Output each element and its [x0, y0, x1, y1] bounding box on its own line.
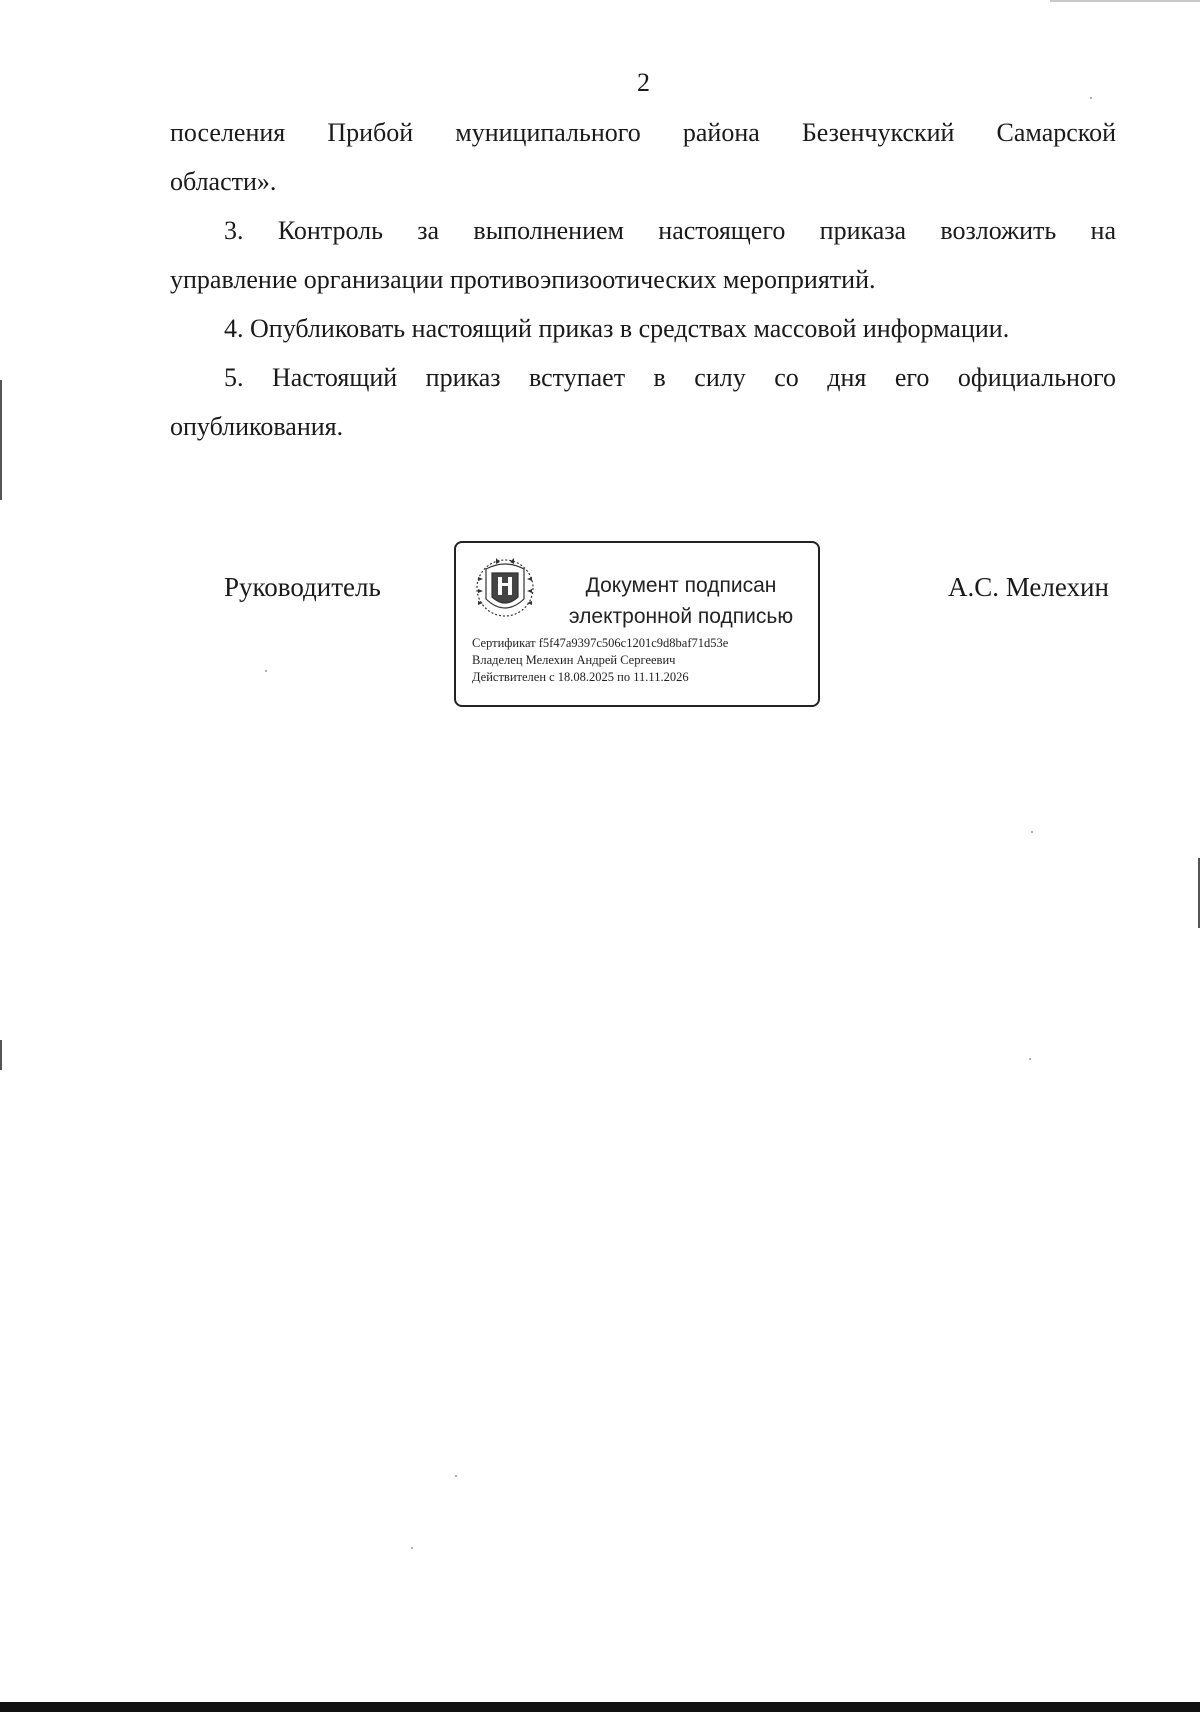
scan-speck	[1031, 831, 1033, 833]
scan-speck	[455, 1475, 457, 1477]
scan-speck	[1029, 1058, 1031, 1060]
paragraph-line: поселения Прибой муниципального района Безенчукский Самарской	[170, 118, 1116, 147]
page-number: 2	[637, 68, 650, 97]
signer-role: Руководитель	[224, 572, 381, 602]
paragraph-line: 5. Настоящий приказ вступает в силу со дня его официального	[224, 363, 1116, 392]
signer-name: А.С. Мелехин	[948, 572, 1109, 602]
owner-text: Владелец Мелехин Андрей Сергеевич	[472, 653, 676, 667]
stamp-title-line: Документ подписан	[585, 574, 777, 597]
certificate-text: Сертификат f5f47a9397c506c1201c9d8baf71d53e	[472, 636, 729, 650]
paragraph-line: области».	[170, 167, 277, 196]
paragraph-item-4	[170, 304, 1116, 353]
paragraph-item-3	[170, 206, 1116, 304]
scan-edge-mark	[0, 1040, 2, 1070]
paragraph-continuation	[170, 108, 1116, 206]
paragraph-line: управление организации противоэпизоотических мероприятий.	[170, 265, 876, 294]
paragraph-item-5	[170, 353, 1116, 451]
scan-edge-mark	[0, 380, 2, 500]
paragraph-line: 3. Контроль за выполнением настоящего приказа возложить на	[224, 216, 1116, 245]
validity-text: Действителен с 18.08.2025 по 11.11.2026	[472, 670, 689, 684]
scan-speck	[411, 1547, 413, 1549]
stamp-title-line: электронной подписью	[568, 605, 794, 628]
stamp-details	[472, 635, 812, 686]
paragraph-line: 4. Опубликовать настоящий приказ в средствах массовой информации.	[224, 314, 1010, 343]
stamp-title	[556, 570, 806, 632]
scan-speck	[265, 670, 267, 672]
scan-edge-top	[1050, 0, 1200, 2]
electronic-signature-stamp	[454, 541, 820, 707]
paragraph-line: опубликования.	[170, 412, 344, 441]
coat-of-arms-icon	[474, 555, 536, 621]
scan-edge-bottom	[0, 1702, 1200, 1712]
